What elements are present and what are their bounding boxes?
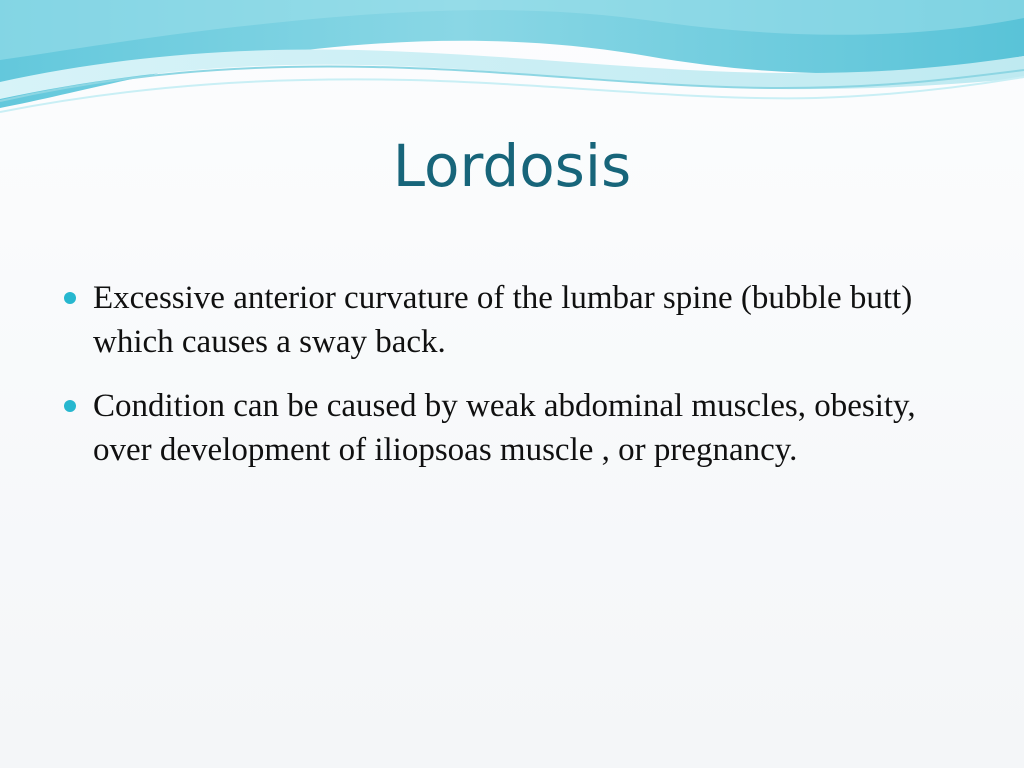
bullet-list bbox=[56, 276, 976, 492]
bullet-text: Excessive anterior curvature of the lumbar spine (bubble butt) which causes a sway back. bbox=[93, 280, 913, 360]
bullet-item bbox=[56, 276, 976, 364]
filled-circle-bullet-icon bbox=[64, 400, 76, 412]
decorative-wave-header bbox=[0, 0, 1024, 130]
bullet-item bbox=[56, 384, 976, 472]
bullet-text: Condition can be caused by weak abdominal muscles, obesity, over development of iliopsoas muscle , or pregnancy. bbox=[93, 388, 916, 468]
filled-circle-bullet-icon bbox=[64, 292, 76, 304]
slide-title: Lordosis bbox=[392, 132, 632, 200]
